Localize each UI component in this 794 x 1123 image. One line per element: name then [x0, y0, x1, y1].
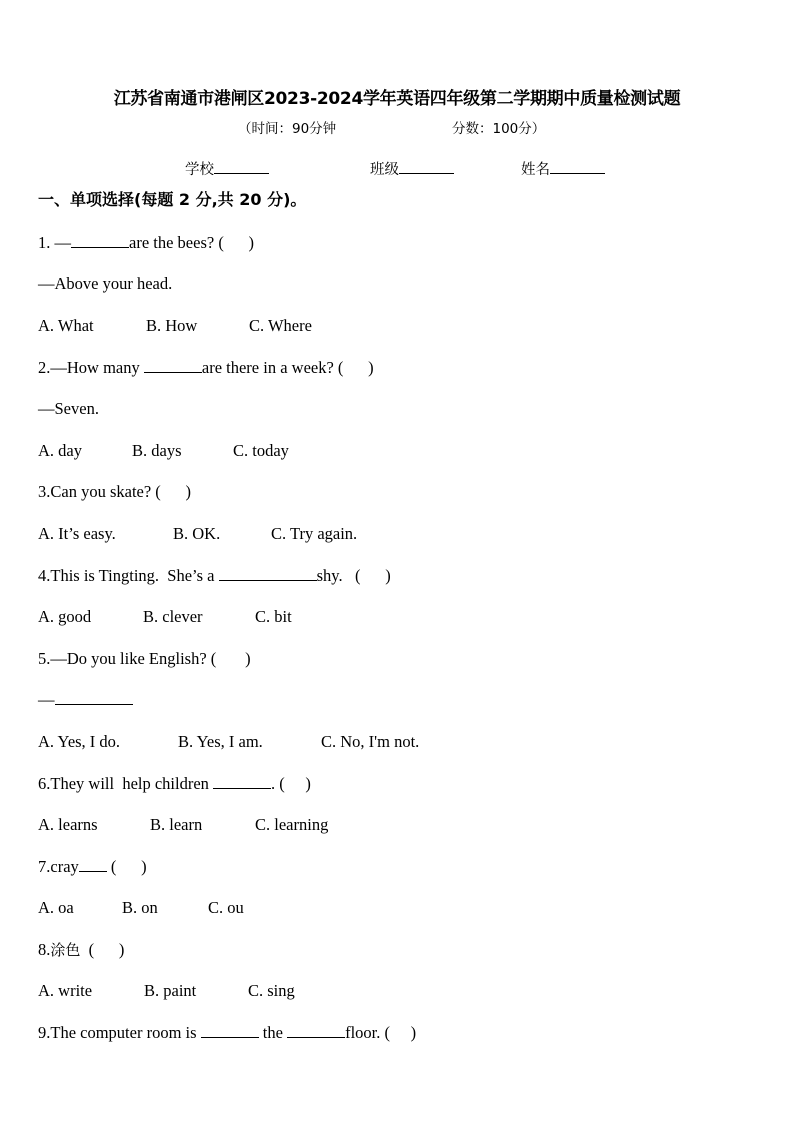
name-field	[521, 158, 605, 179]
option-a[interactable]: A. good	[38, 607, 92, 626]
option-c[interactable]: C. bit	[255, 607, 292, 626]
name-blank[interactable]	[550, 161, 605, 174]
option-a[interactable]: A. write	[38, 981, 93, 1000]
question-3: 3.Can you skate? ( )	[38, 482, 192, 501]
name-label: 姓名	[521, 162, 550, 178]
option-a[interactable]: A. oa	[38, 898, 74, 917]
option-c[interactable]: C. learning	[255, 815, 329, 834]
question-5: 5.—Do you like English? ( )	[38, 649, 251, 668]
school-field	[185, 158, 269, 179]
option-a[interactable]: A. day	[38, 441, 82, 460]
answer-blank[interactable]	[201, 1023, 259, 1038]
option-b[interactable]: B. paint	[144, 981, 197, 1000]
class-field	[370, 158, 454, 179]
option-c[interactable]: C. sing	[248, 981, 295, 1000]
option-b[interactable]: B. days	[132, 441, 182, 460]
option-c[interactable]: C. today	[233, 441, 289, 460]
option-b[interactable]: B. clever	[143, 607, 203, 626]
answer-blank[interactable]	[219, 566, 317, 581]
section-heading: 一、单项选择(每题 2 分,共 20 分)。	[38, 190, 307, 209]
question-1: 1. — are the bees? ( )	[38, 233, 255, 252]
answer-blank[interactable]	[144, 358, 202, 373]
option-b[interactable]: B. Yes, I am.	[178, 732, 263, 751]
question-5-response: —	[38, 690, 133, 710]
option-a[interactable]: A. learns	[38, 815, 98, 834]
question-2: 2.—How many are there in a week? ( )	[38, 358, 374, 377]
option-c[interactable]: C. ou	[208, 898, 244, 917]
question-1-response: —Above your head.	[38, 274, 173, 293]
option-a[interactable]: A. What	[38, 316, 94, 335]
question-9: 9.The computer room is the floor. ( )	[38, 1023, 417, 1042]
answer-blank[interactable]	[71, 233, 129, 248]
exam-score: 分数：100分）	[452, 121, 546, 137]
option-c[interactable]: C. Try again.	[271, 524, 358, 543]
option-b[interactable]: B. OK.	[173, 524, 221, 543]
option-b[interactable]: B. learn	[150, 815, 203, 834]
option-b[interactable]: B. How	[146, 316, 198, 335]
class-blank[interactable]	[399, 161, 454, 174]
answer-blank[interactable]	[55, 690, 133, 705]
option-c[interactable]: C. Where	[249, 316, 312, 335]
option-c[interactable]: C. No, I'm not.	[321, 732, 420, 751]
option-a[interactable]: A. Yes, I do.	[38, 732, 121, 751]
question-4: 4.This is Tingting. She’s a shy. ( )	[38, 566, 391, 585]
school-label: 学校	[185, 162, 214, 178]
question-2-response: —Seven.	[38, 399, 99, 418]
answer-blank[interactable]	[213, 774, 271, 789]
option-b[interactable]: B. on	[122, 898, 158, 917]
exam-title: 江苏省南通市港闸区2023-2024学年英语四年级第二学期期中质量检测试题	[113, 89, 681, 109]
question-7: 7.cray ( )	[38, 857, 147, 876]
class-label: 班级	[370, 162, 399, 178]
exam-time: （时间：90分钟	[238, 121, 337, 137]
school-blank[interactable]	[214, 161, 269, 174]
option-a[interactable]: A. It’s easy.	[38, 524, 116, 543]
answer-blank[interactable]	[79, 857, 107, 872]
answer-blank[interactable]	[287, 1023, 345, 1038]
question-8: 8.涂色 ( )	[38, 940, 125, 959]
question-6: 6.They will help children . ( )	[38, 774, 311, 793]
